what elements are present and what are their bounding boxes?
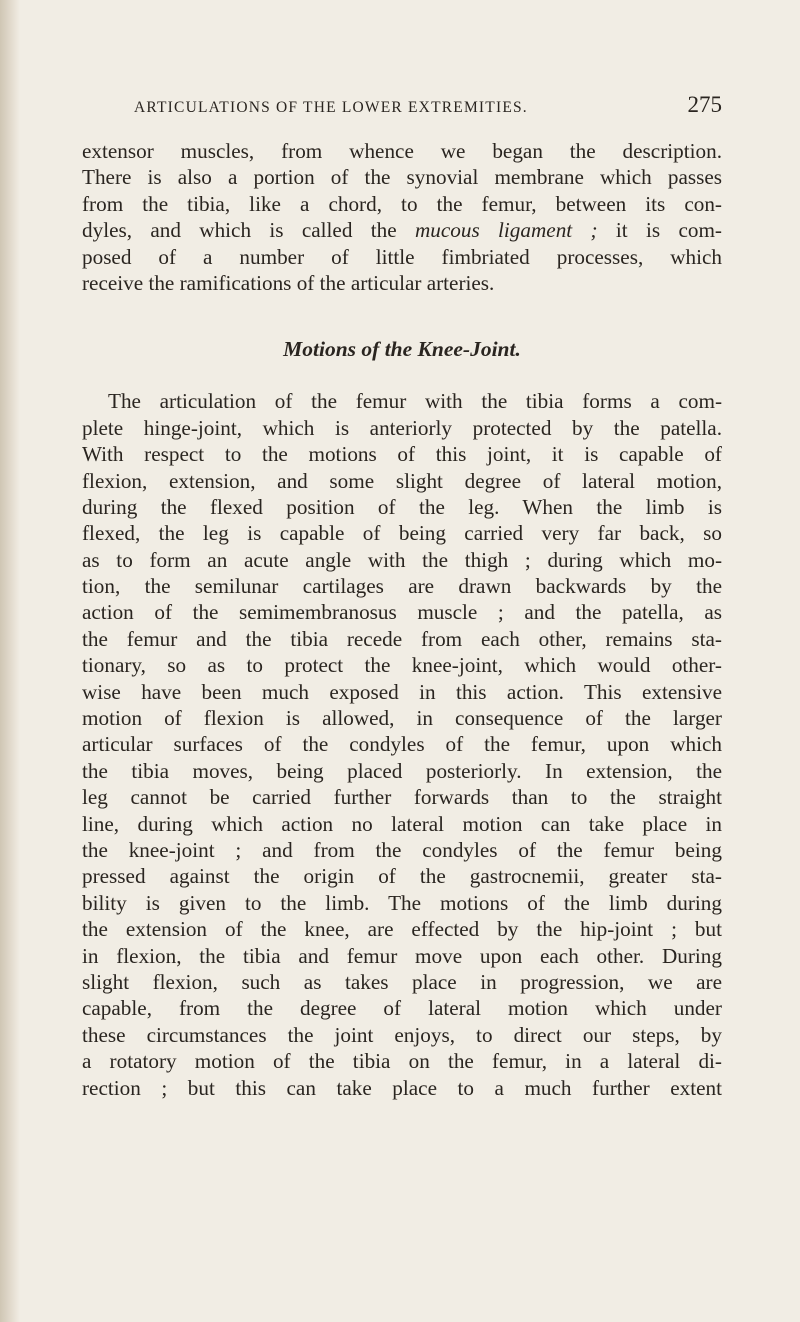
text-line: slight flexion, such as takes place in progression, we are bbox=[82, 969, 722, 994]
text-line: the extension of the knee, are effected by the hip-joint ; but bbox=[82, 917, 722, 942]
page-edge-shadow bbox=[0, 0, 20, 1322]
text-line: flexion, extension, and some slight degree of lateral motion, bbox=[82, 468, 722, 493]
text-line: plete hinge-joint, which is anteriorly protected by the patella. bbox=[82, 415, 722, 440]
text-line: posed of a number of little fimbriated processes, which bbox=[82, 244, 722, 269]
text-line: motion of flexion is allowed, in consequence of the larger bbox=[82, 706, 722, 731]
paragraph-motions bbox=[82, 388, 722, 1101]
text-line: extensor muscles, from whence we began the description. bbox=[82, 139, 722, 163]
text-line: from the tibia, like a chord, to the femur, between its con- bbox=[82, 191, 722, 216]
text-line: flexed, the leg is capable of being carried very far back, so bbox=[82, 521, 722, 546]
running-head bbox=[82, 92, 722, 132]
text-line: a rotatory motion of the tibia on the femur, in a lateral di- bbox=[82, 1049, 722, 1074]
text-line: the knee-joint ; and from the condyles of the femur being bbox=[82, 837, 722, 862]
text-line: bility is given to the limb. The motions of the limb during bbox=[82, 890, 722, 915]
text-line: as to form an acute angle with the thigh ; during which mo- bbox=[82, 547, 722, 572]
text-line: leg cannot be carried further forwards than to the straight bbox=[82, 785, 722, 810]
text-line: tionary, so as to protect the knee-joint, which would other- bbox=[82, 653, 722, 678]
text-line: tion, the semilunar cartilages are drawn backwards by the bbox=[82, 574, 722, 599]
text-run: it is com- bbox=[597, 218, 722, 243]
text-line: the femur and the tibia recede from each other, remains sta- bbox=[82, 626, 722, 651]
book-page bbox=[82, 92, 722, 1101]
text-line: capable, from the degree of lateral motion which under bbox=[82, 996, 722, 1021]
text-line: The articulation of the femur with the tibia forms a com- bbox=[108, 389, 722, 414]
section-heading: Motions of the Knee-Joint. bbox=[283, 337, 521, 362]
page-number: 275 bbox=[687, 92, 722, 117]
text-line: There is also a portion of the synovial membrane which passes bbox=[82, 165, 722, 190]
text-line: line, during which action no lateral motion can take place in bbox=[82, 811, 722, 836]
paragraph-continuation bbox=[82, 138, 722, 296]
text-line: receive the ramifications of the articular arteries. bbox=[82, 270, 495, 295]
text-line: the tibia moves, being placed posteriorly. In extension, the bbox=[82, 758, 722, 783]
text-line: wise have been much exposed in this action. This extensive bbox=[82, 679, 722, 704]
text-line: With respect to the motions of this joint, it is capable of bbox=[82, 442, 722, 467]
text-line: rection ; but this can take place to a much further extent bbox=[82, 1075, 722, 1100]
text-run: dyles, and which is called the bbox=[82, 218, 415, 243]
text-line: these circumstances the joint enjoys, to direct our steps, by bbox=[82, 1022, 722, 1047]
text-line: pressed against the origin of the gastrocnemii, greater sta- bbox=[82, 864, 722, 889]
running-head-title: ARTICULATIONS OF THE LOWER EXTREMITIES. bbox=[134, 99, 528, 116]
text-line: articular surfaces of the condyles of the femur, upon which bbox=[82, 732, 722, 757]
text-line: in flexion, the tibia and femur move upon each other. During bbox=[82, 943, 722, 968]
text-line-with-term bbox=[82, 217, 722, 243]
text-line: action of the semimembranosus muscle ; and the patella, as bbox=[82, 600, 722, 625]
term-mucous-ligament: mucous ligament ; bbox=[414, 218, 598, 243]
text-line: during the flexed position of the leg. When the limb is bbox=[82, 494, 722, 519]
